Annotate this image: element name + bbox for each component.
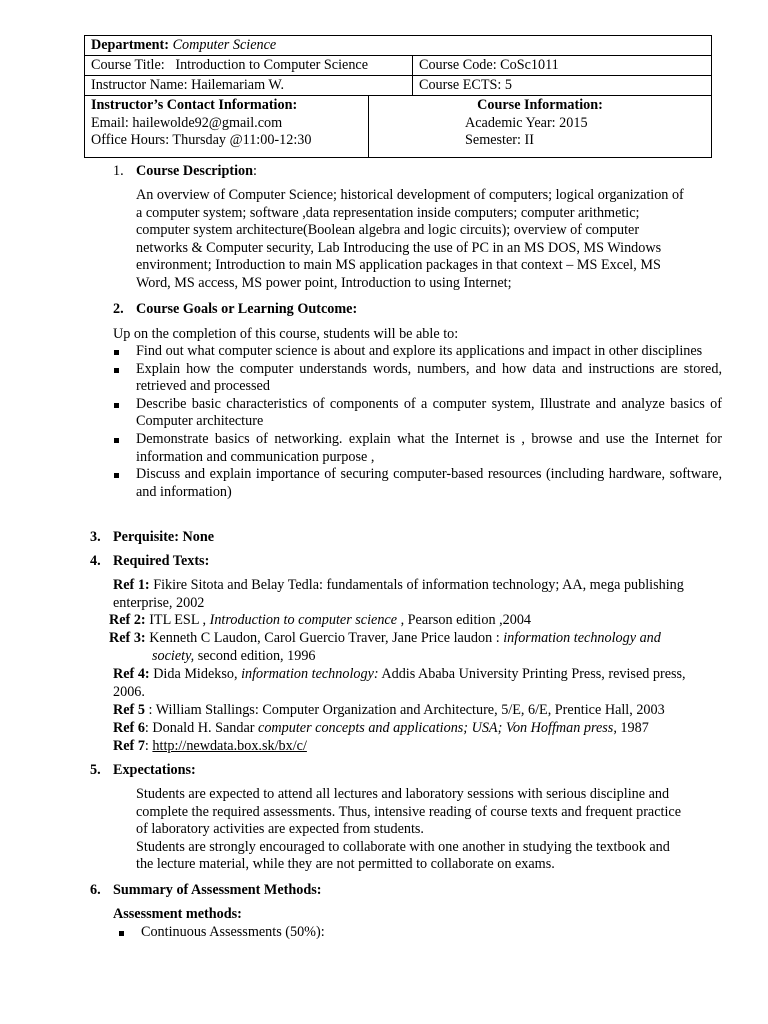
section-1-number: 1.: [113, 163, 124, 179]
list-item: Explain how the computer understands words, numbers, and how data and instructions are stored, retrieved and processed: [113, 361, 722, 396]
header-row-department: [85, 36, 711, 55]
reference-2: Ref 2: ITL ESL , Introduction to computer science , Pearson edition ,2004: [109, 612, 532, 628]
reference-5: Ref 5 : William Stallings: Computer Organization and Architecture, 5/E, 6/E, Prentice Hall, 2003: [113, 702, 665, 718]
course-header-table: [84, 35, 712, 158]
course-info-label: Course Information:: [477, 97, 603, 113]
expectations-line: complete the required assessments. Thus, intensive reading of course texts and frequent practice: [136, 803, 681, 820]
section-2-number: 2.: [113, 301, 124, 317]
department-label: Department:: [91, 37, 170, 53]
section-4-title: Required Texts:: [113, 553, 210, 569]
section-2-intro: Up on the completion of this course, students will be able to:: [113, 326, 459, 342]
bullet-square-icon: [114, 368, 119, 373]
reference-1: Ref 1: Fikire Sitota and Belay Tedla: fundamentals of information technology; AA, mega publishing: [113, 577, 684, 593]
section-6-title: Summary of Assessment Methods:: [113, 882, 322, 898]
expectations-text: [136, 786, 736, 874]
header-row-title: [85, 55, 711, 75]
expectations-line: of laboratory activities are expected from students.: [136, 821, 424, 838]
course-description: [136, 187, 736, 293]
reference-1-cont: enterprise, 2002: [113, 595, 205, 611]
office-hours-line: Office Hours: Thursday @11:00-12:30: [91, 132, 312, 149]
bullet-square-icon: [114, 438, 119, 443]
email-line: Email: hailewolde92@gmail.com: [91, 114, 283, 131]
section-5-number: 5.: [90, 762, 101, 778]
expectations-line: the lecture material, while they are not permitted to collaborate on exams.: [136, 856, 555, 873]
expectations-line: Students are strongly encouraged to collaborate with one another in studying the textbook and: [136, 838, 670, 855]
course-code-cell: Course Code: CoSc1011: [419, 57, 559, 73]
bullet-square-icon: [114, 403, 119, 408]
list-item: Continuous Assessments (50%):: [118, 924, 325, 942]
list-item: Discuss and explain importance of securing computer-based resources (including hardware, software, and information): [113, 466, 722, 501]
list-item: Demonstrate basics of networking. explain what the Internet is , browse and use the Internet for information and communication purpose ,: [113, 431, 722, 466]
description-line: An overview of Computer Science; historical development of computers; logical organization of: [136, 187, 684, 203]
section-3-title: Perquisite: None: [113, 529, 215, 545]
bullet-square-icon: [119, 931, 124, 936]
description-line: networks & Computer security, Lab Introducing the use of PC in an MS DOS, MS Windows: [136, 239, 662, 256]
course-title-label: Course Title:: [91, 57, 165, 73]
section-4-number: 4.: [90, 553, 101, 569]
section-1-colon: :: [253, 163, 257, 179]
section-6-number: 6.: [90, 882, 101, 898]
assessment-methods-subheading: Assessment methods:: [113, 906, 242, 922]
description-line: a computer system; software ,data representation inside computers; computer arithmetic;: [136, 204, 640, 221]
department-cell: [85, 36, 711, 55]
reference-3-cont: society, second edition, 1996: [152, 648, 316, 664]
bullet-square-icon: [114, 473, 119, 478]
section-2-title: Course Goals or Learning Outcome:: [136, 301, 358, 317]
ects-cell: Course ECTS: 5: [419, 77, 513, 93]
description-line: Word, MS access, MS power point, Introduction to using Internet;: [136, 274, 512, 291]
section-5-title: Expectations:: [113, 762, 196, 778]
reference-4: Ref 4: Dida Midekso, information technology: Addis Ababa University Printing Press, revised press,: [113, 666, 686, 682]
reference-6: Ref 6: Donald H. Sandar computer concepts and applications; USA; Von Hoffman press, 1987: [113, 720, 649, 736]
contact-label: Instructor’s Contact Information:: [91, 97, 298, 113]
description-line: environment; Introduction to main MS application packages in that context – MS Excel, MS: [136, 257, 661, 274]
reference-7: Ref 7: http://newdata.box.sk/bx/c/: [113, 738, 307, 754]
semester-line: Semester: II: [465, 132, 534, 149]
list-item: Find out what computer science is about and explore its applications and impact in other disciplines: [113, 343, 722, 361]
description-line: computer system architecture(Boolean algebra and logic circuits); overview of computer: [136, 222, 640, 239]
section-1-heading: [136, 163, 257, 181]
reference-4-cont: 2006.: [113, 684, 145, 700]
course-info-cell: [369, 96, 711, 157]
instructor-cell: Instructor Name: Hailemariam W.: [85, 76, 413, 95]
header-row-instructor: [85, 75, 711, 95]
course-title-cell: [85, 56, 413, 75]
academic-year-line: Academic Year: 2015: [465, 114, 588, 131]
list-item: Describe basic characteristics of components of a computer system, Illustrate and analyze basics of Computer architecture: [113, 396, 722, 431]
bullet-square-icon: [114, 350, 119, 355]
course-title-value: Introduction to Computer Science: [175, 57, 369, 73]
reference-7-link[interactable]: http://newdata.box.sk/bx/c/: [152, 738, 307, 754]
expectations-line: Students are expected to attend all lectures and laboratory sessions with serious discipline and: [136, 786, 670, 802]
section-3-number: 3.: [90, 529, 101, 545]
header-row-contact: [85, 95, 711, 157]
reference-3: Ref 3: Kenneth C Laudon, Carol Guercio Traver, Jane Price laudon : information technology and: [109, 630, 661, 646]
section-1-title: Course Description: [136, 163, 254, 179]
contact-cell: [85, 96, 369, 157]
learning-outcomes-list: [113, 343, 722, 501]
department-value: Computer Science: [172, 37, 277, 53]
